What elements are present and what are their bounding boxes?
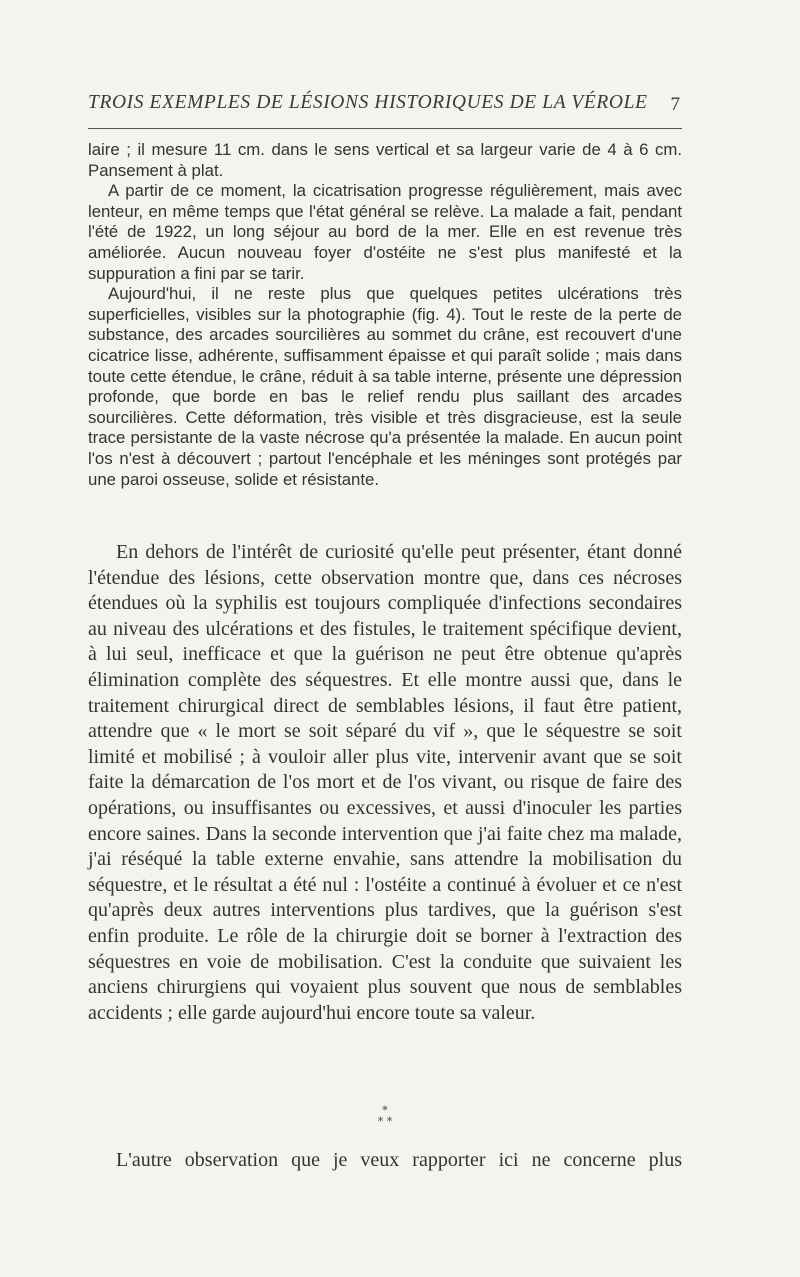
small-paragraph-2: A partir de ce moment, la cicatrisation progresse régulièrement, mais avec lenteur, en même temps que l'état général se relève. La malade a fait, pendant l'été de 1922, un long séjour au bord de la mer. Elle en est revenue très améliorée. Aucun nouveau foyer d'ostéite ne s'est plus manifesté et la suppuration a fini par se tarir. <box>88 181 682 283</box>
small-text-block <box>88 140 682 490</box>
large-paragraph-1: En dehors de l'intérêt de curiosité qu'elle peut présenter, étant donné l'étendue des lésions, cette observation montre que, dans ces nécroses étendues où la syphilis est toujours compliquée d'infections secondaires au niveau des ulcérations et des fistules, le traitement spécifique devient, à lui seul, inefficace et que la guérison ne peut être obtenue qu'après élimination complète des séquestres. Et elle montre aussi que, dans le traitement chirurgical direct de semblables lésions, il faut être patient, attendre que « le mort se soit séparé du vif », que le séquestre se soit limité et mobilisé ; à vouloir aller plus vite, intervenir avant que se soit faite la démarcation de l'os mort et de l'os vivant, ou risque de faire des opérations, ou insuffisantes ou excessives, et aussi d'inoculer les parties encore saines. Dans la seconde intervention que j'ai faite chez ma malade, j'ai réséqué la table externe envahie, sans attendre la mobilisation du séquestre, et le résultat a été nul : l'ostéite a continué à évoluer et ce n'est qu'après deux autres interventions plus tardives, que la guérison s'est enfin produite. Le rôle de la chirurgie doit se borner à l'extraction des séquestres en voie de mobilisation. C'est la conduite que suivaient les anciens chirurgiens qui voyaient plus souvent que nous de semblables accidents ; elle garde aujourd'hui encore toute sa valeur. <box>88 541 682 1024</box>
asterism-separator <box>365 1105 405 1127</box>
asterism-top: * <box>382 1104 388 1117</box>
header-rule <box>88 128 682 129</box>
final-text-block <box>88 1148 682 1174</box>
page-number: 7 <box>670 94 680 115</box>
small-paragraph-3: Aujourd'hui, il ne reste plus que quelques petites ulcérations très superficielles, visibles sur la photographie (fig. 4). Tout le reste de la perte de substance, des arcades sourcilières au sommet du crâne, est recouvert d'une cicatrice lisse, adhérente, suffisamment épaisse et qui paraît solide ; mais dans toute cette étendue, le crâne, réduit à sa table interne, présente une dépression profonde, que borde en bas le relief rendu plus saillant des arcades sourcilières. Cette déformation, très visible et très disgracieuse, est la seule trace persistante de la vaste nécrose qu'a présentée la malade. En aucun point l'os n'est à découvert ; partout l'encéphale et les méninges sont protégés par une paroi osseuse, solide et résistante. <box>88 284 682 489</box>
small-paragraph-1: laire ; il mesure 11 cm. dans le sens vertical et sa largeur varie de 4 à 6 cm. Pansement à plat. <box>88 140 682 180</box>
final-line: L'autre observation que je veux rapporter ici ne concerne plus <box>116 1149 682 1171</box>
page-header <box>88 92 688 122</box>
running-title: TROIS EXEMPLES DE LÉSIONS HISTORIQUES DE LA VÉROLE <box>88 92 648 113</box>
asterism-bottom: * * <box>377 1115 393 1128</box>
large-text-block <box>88 540 682 1026</box>
